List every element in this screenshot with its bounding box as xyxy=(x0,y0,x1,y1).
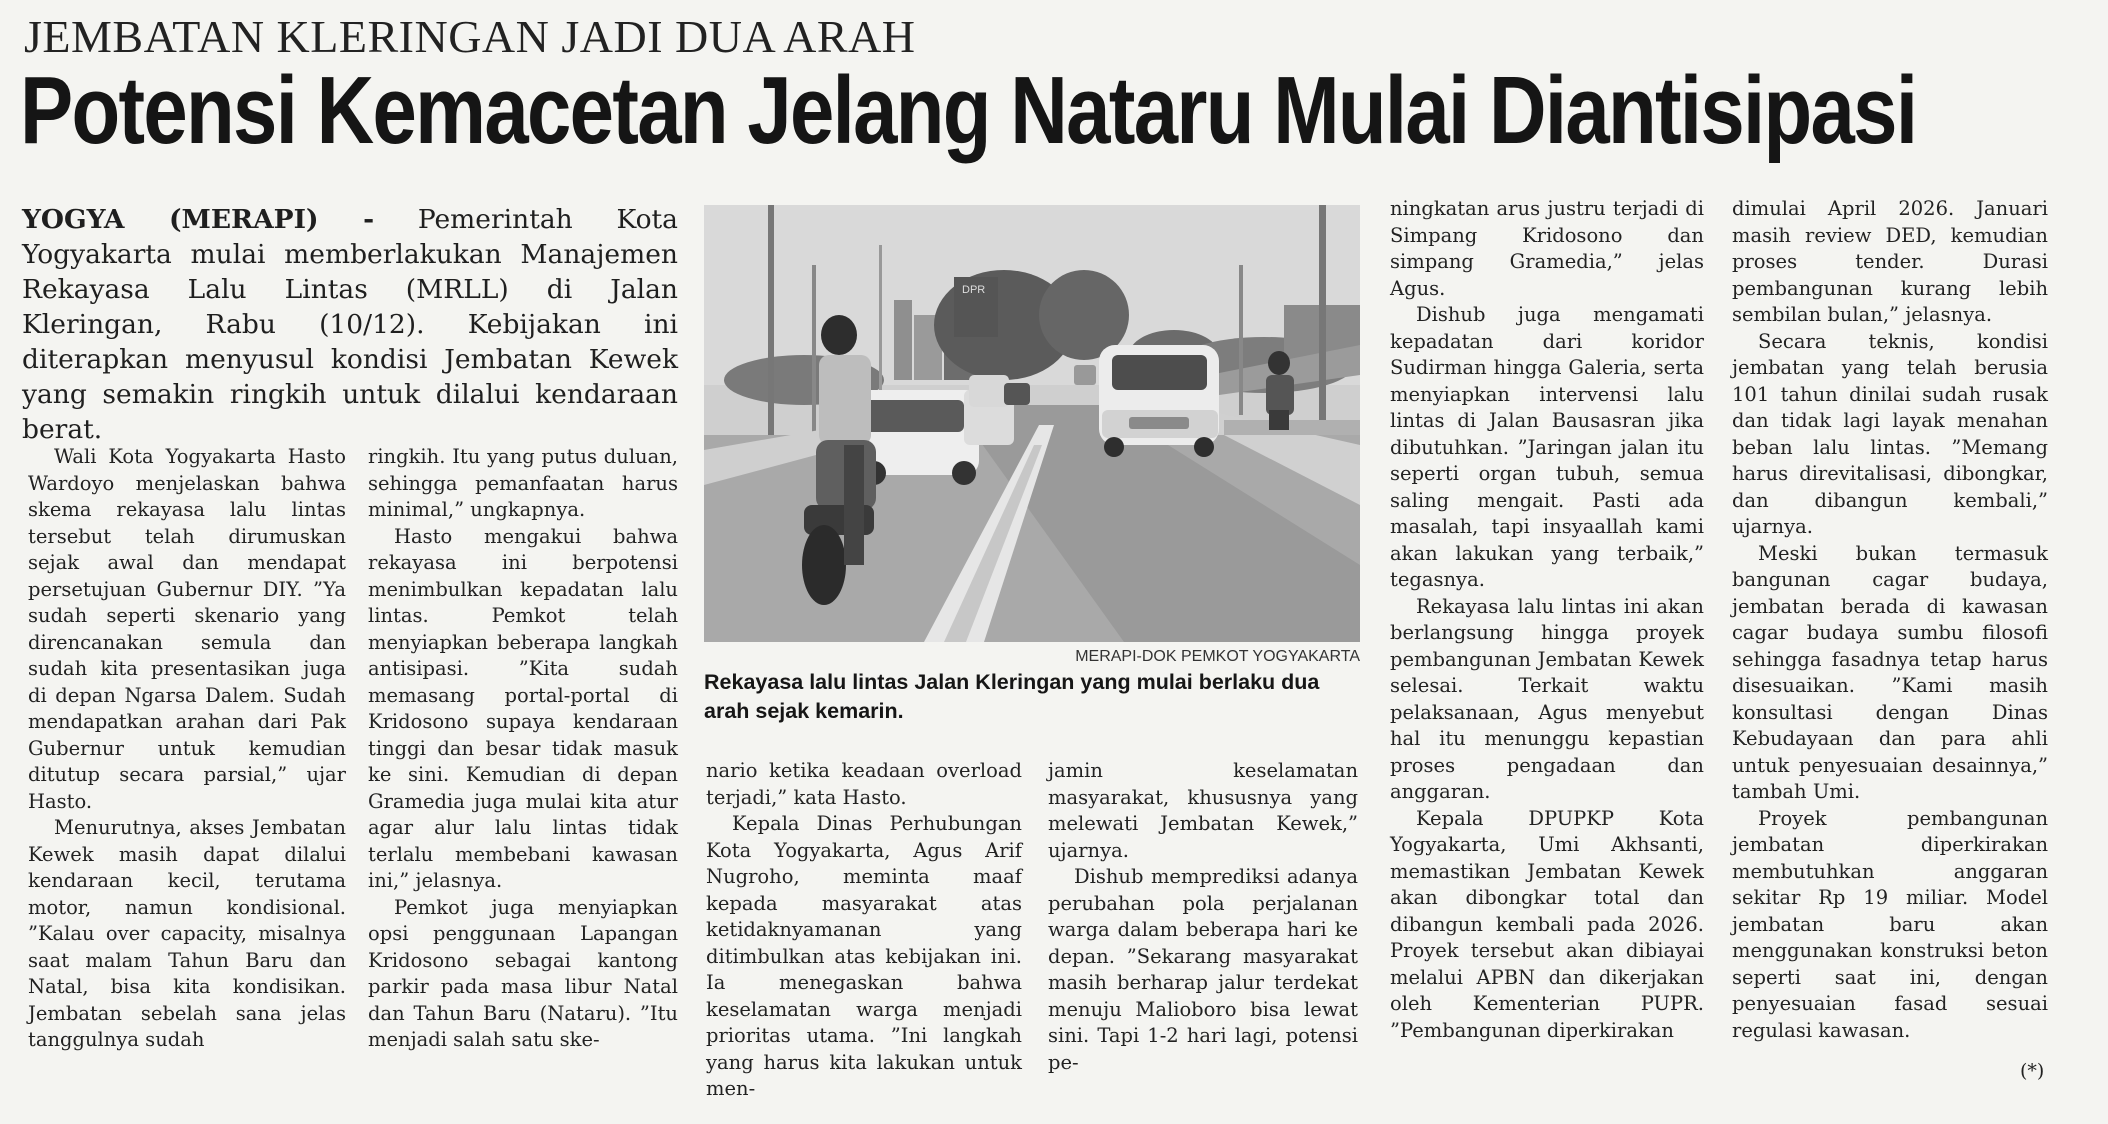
lead-dateline: YOGYA (MERAPI) - xyxy=(22,204,375,235)
article-paragraph: Meski bukan termasuk bangunan cagar budaya, jembatan berada di kawasan cagar budaya sumbu filosofi sehingga fasadnya tetap harus disesuaikan. ”Kami masih konsultasi dengan Dinas Kebudayaan dan para ahli untuk penyesuaian desainnya,” tambah Umi. xyxy=(1732,541,2048,803)
article-paragraph: Pemkot juga menyiapkan opsi penggunaan Lapangan Kridosono sebagai kantong parkir pada masa libur Natal dan Tahun Baru (Nataru). ”Itu menjadi salah satu ske- xyxy=(368,895,678,1051)
article-paragraph: ningkatan arus justru terjadi di Simpang Kridosono dan simpang Gramedia,” jelas Agus. xyxy=(1390,197,1704,300)
article-paragraph: nario ketika keadaan overload terjadi,” kata Hasto. xyxy=(706,759,1022,809)
article-paragraph: dimulai April 2026. Januari masih review DED, kemudian proses tender. Durasi pembangunan kurang lebih sembilan bulan,” jelasnya. xyxy=(1732,197,2048,326)
article-paragraph: Dishub memprediksi adanya perubahan pola perjalanan warga dalam beberapa hari ke depan. ”Sekarang masyarakat masih berharap jalur terdekat menuju Malioboro bisa lewat sini. Tapi 1-2 hari lagi, potensi pe- xyxy=(1048,865,1358,1074)
photo-caption: Rekayasa lalu lintas Jalan Kleringan yang mulai berlaku dua arah sejak kemarin. xyxy=(704,670,1320,723)
article-paragraph: Kepala DPUPKP Kota Yogyakarta, Umi Akhsanti, memastikan Jembatan Kewek akan dibongkar total dan dibangun kembali pada 2026. Proyek tersebut akan dibiayai melalui APBN dan dikerjakan oleh Kementerian PUPR. ”Pembangunan diperkirakan xyxy=(1390,806,1704,1042)
article-column-4 xyxy=(1048,758,1358,1076)
article-column-3 xyxy=(706,758,1022,1103)
article-headline: Potensi Kemacetan Jelang Nataru Mulai Diantisipasi xyxy=(20,57,1917,164)
article-paragraph: Dishub juga mengamati kepadatan dari koridor Sudirman hingga Galeria, serta menyiapkan intervensi lalu lintas di Jalan Bausasran jika dibutuhkan. ”Jaringan jalan itu seperti organ tubuh, semua saling mengait. Pasti ada masalah, tapi insyaallah kami akan lakukan yang terbaik,” tegasnya. xyxy=(1390,303,1704,591)
article-paragraph: Secara teknis, kondisi jembatan yang telah berusia 101 tahun dinilai sudah rusak dan tidak lagi layak menahan beban lalu lintas. ”Memang harus direvitalisasi, dibongkar, dan dibangun kembali,” ujarnya. xyxy=(1732,329,2048,538)
article-end-mark: (*) xyxy=(2020,1060,2045,1082)
article-column-6 xyxy=(1732,196,2048,1044)
article-paragraph: Proyek pembangunan jembatan diperkirakan membutuhkan anggaran sekitar Rp 19 miliar. Model jembatan baru akan menggunakan konstruksi beton seperti saat ini, dengan penyesuaian fasad sesuai regulasi kawasan. xyxy=(1732,806,2048,1042)
photo-sign-text: DPR xyxy=(962,284,986,296)
article-paragraph: Wali Kota Yogyakarta Hasto Wardoyo menjelaskan bahwa skema rekayasa lalu lintas tersebut telah dirumuskan sejak awal dan mendapat persetujuan Gubernur DIY. ”Ya sudah seperti skenario yang direncanakan semula dan sudah kita presentasikan juga di depan Ngarsa Dalem. Sudah mendapatkan arahan dari Pak Gubernur untuk kemudian ditutup secara parsial,” ujar Hasto. xyxy=(28,445,346,813)
article-paragraph: Menurutnya, akses Jembatan Kewek masih dapat dilalui kendaraan kecil, terutama motor, namun kondisional. ”Kalau over capacity, misalnya saat malam Tahun Baru dan Natal, bisa kita kondisikan. Jembatan sebelah sana jelas tanggulnya sudah xyxy=(28,816,346,1051)
article-paragraph: Hasto mengakui bahwa rekayasa ini berpotensi menimbulkan kepadatan lalu lintas. Pemkot telah menyiapkan beberapa langkah antisipasi. ”Kita sudah memasang portal-portal di Kridosono supaya kendaraan tinggi dan besar tidak masuk ke sini. Kemudian di depan Gramedia juga mulai kita atur agar alur lalu lintas tidak terlalu membebani kawasan ini,” jelasnya. xyxy=(368,524,678,892)
photo-credit: MERAPI-DOK PEMKOT YOGYAKARTA xyxy=(1075,648,1360,665)
article-lead xyxy=(22,202,678,447)
article-paragraph: ringkih. Itu yang putus duluan, sehingga pemanfaatan harus minimal,” ungkapnya. xyxy=(368,445,678,521)
article-paragraph: jamin keselamatan masyarakat, khususnya yang melewati Jembatan Kewek,” ujarnya. xyxy=(1048,759,1358,862)
article-paragraph: Rekayasa lalu lintas ini akan berlangsung hingga proyek pembangunan Jembatan Kewek selesai. Terkait waktu pelaksanaan, Agus menyebut hal itu menunggu kepastian proses pengadaan dan anggaran. xyxy=(1390,594,1704,803)
article-column-1 xyxy=(28,444,346,1054)
article-paragraph: Kepala Dinas Perhubungan Kota Yogyakarta, Agus Arif Nugroho, meminta maaf kepada masyarakat atas ketidaknyamanan yang ditimbulkan atas kebijakan ini. Ia menegaskan bahwa keselamatan warga menjadi prioritas utama. ”Ini langkah yang harus kita lakukan untuk men- xyxy=(706,812,1022,1100)
news-photo xyxy=(704,205,1360,642)
article-column-5 xyxy=(1390,196,1704,1044)
article-column-2 xyxy=(368,444,678,1054)
article-kicker: JEMBATAN KLERINGAN JADI DUA ARAH xyxy=(24,11,916,62)
lead-text: Pemerintah Kota Yogyakarta mulai memberlakukan Manajemen Rekayasa Lalu Lintas (MRLL) di Jalan Kleringan, Rabu (10/12). Kebijakan ini diterapkan menyusul kondisi Jembatan Kewek yang semakin ringkih untuk dilalui kendaraan berat. xyxy=(22,204,678,445)
